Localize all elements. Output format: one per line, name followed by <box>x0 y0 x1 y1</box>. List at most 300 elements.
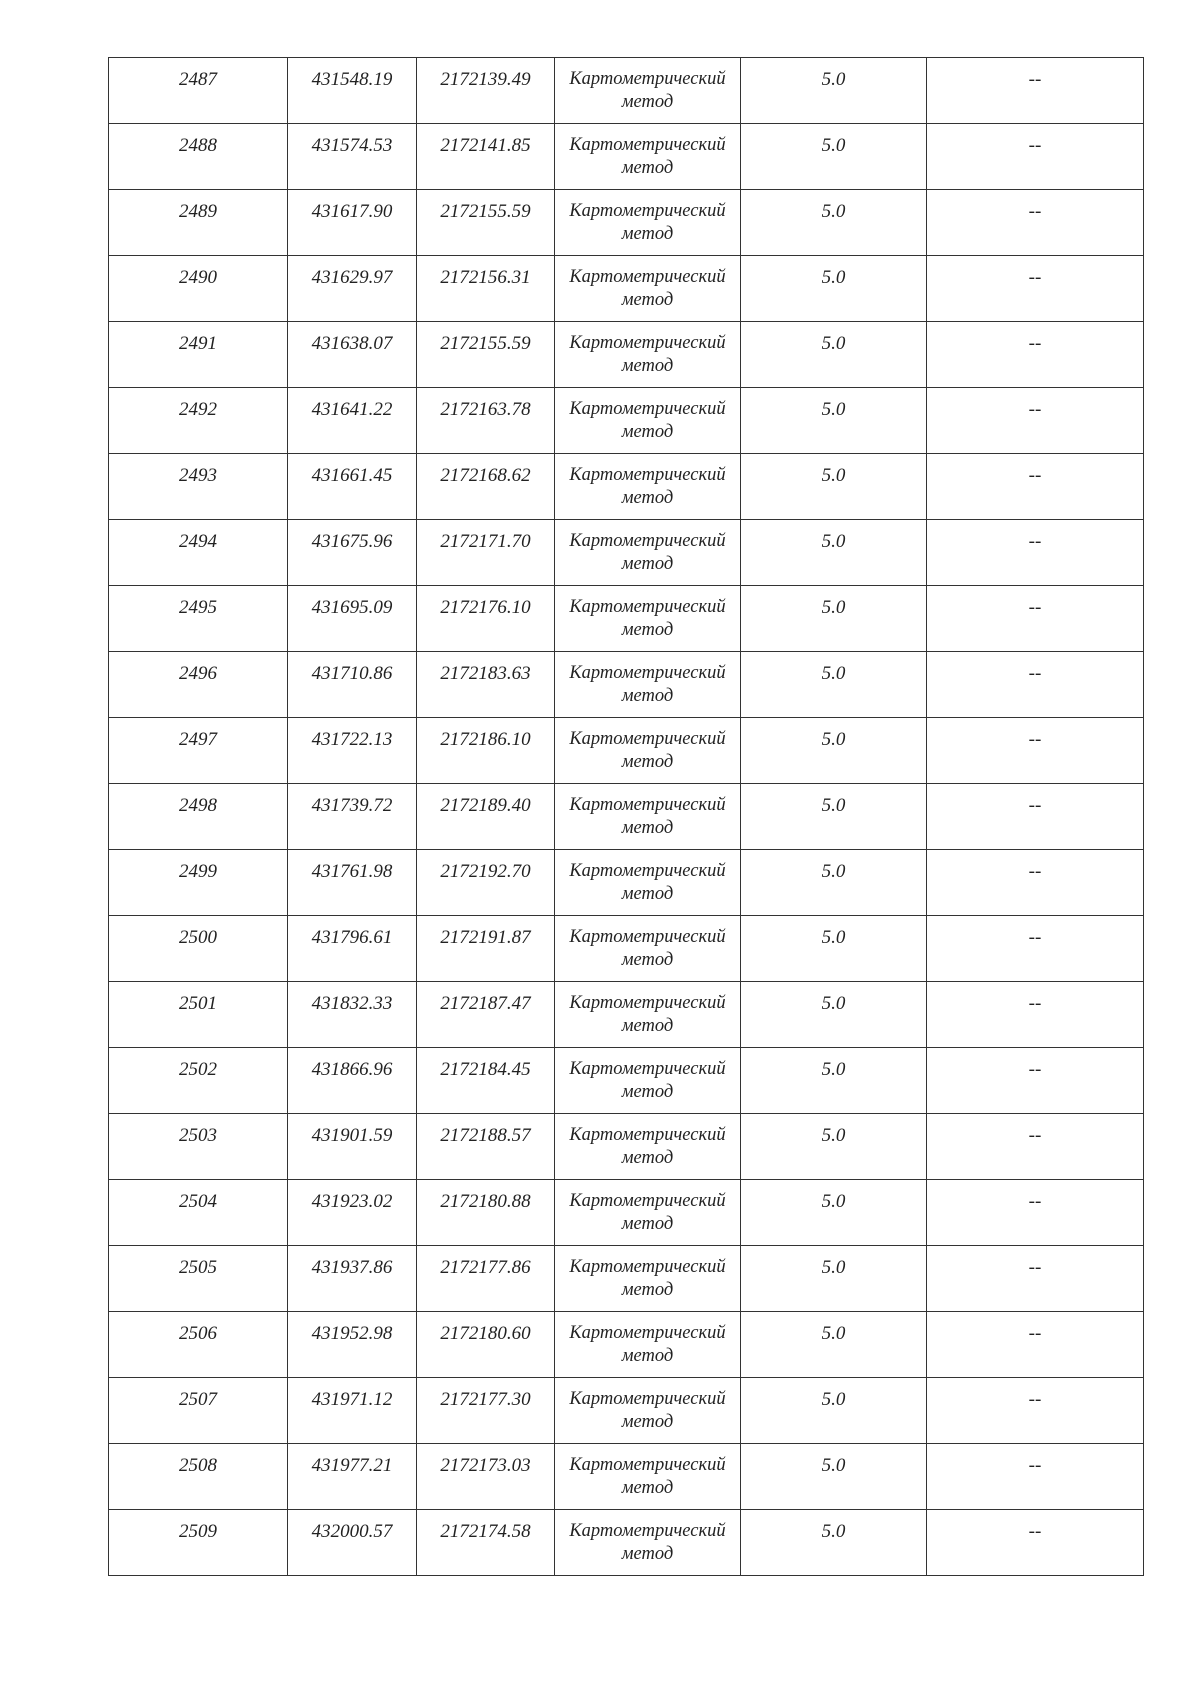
table-row <box>109 190 1144 256</box>
method-line-1: Картометрический <box>569 465 726 485</box>
method-line-2: метод <box>621 1346 674 1366</box>
x-coordinate-cell <box>288 586 417 652</box>
y-coordinate-cell <box>417 322 555 388</box>
note-value: -- <box>1028 267 1042 288</box>
accuracy-value: 5.0 <box>821 1389 846 1410</box>
x-coordinate-cell <box>288 982 417 1048</box>
point-number-cell <box>109 652 288 718</box>
table-row <box>109 322 1144 388</box>
method-line-2: метод <box>621 752 674 772</box>
point-number-cell <box>109 58 288 124</box>
accuracy-value: 5.0 <box>821 531 846 552</box>
method-cell <box>555 454 741 520</box>
note-value: -- <box>1028 1191 1042 1212</box>
x-coordinate-cell <box>288 1378 417 1444</box>
y-coordinate-cell <box>417 58 555 124</box>
note-cell <box>927 1180 1144 1246</box>
table-row <box>109 718 1144 784</box>
method-line-1: Картометрический <box>569 267 726 287</box>
x-coordinate: 431574.53 <box>311 135 393 156</box>
x-coordinate-cell <box>288 1114 417 1180</box>
y-coordinate: 2172184.45 <box>440 1059 531 1080</box>
y-coordinate: 2172163.78 <box>440 399 531 420</box>
method-line-2: метод <box>621 686 674 706</box>
method-line-1: Картометрический <box>569 663 726 683</box>
x-coordinate-cell <box>288 652 417 718</box>
x-coordinate-cell <box>288 1510 417 1576</box>
method-line-1: Картометрический <box>569 927 726 947</box>
method-line-1: Картометрический <box>569 333 726 353</box>
point-number: 2504 <box>179 1191 217 1212</box>
note-value: -- <box>1028 135 1042 156</box>
accuracy-value: 5.0 <box>821 465 846 486</box>
point-number-cell <box>109 1444 288 1510</box>
method-line-1: Картометрический <box>569 1125 726 1145</box>
note-cell <box>927 322 1144 388</box>
method-cell <box>555 520 741 586</box>
table-row <box>109 388 1144 454</box>
table-row <box>109 982 1144 1048</box>
y-coordinate-cell <box>417 1114 555 1180</box>
x-coordinate: 431832.33 <box>311 993 393 1014</box>
x-coordinate: 431901.59 <box>311 1125 393 1146</box>
method-line-2: метод <box>621 884 674 904</box>
method-cell <box>555 1246 741 1312</box>
x-coordinate: 431675.96 <box>311 531 393 552</box>
y-coordinate: 2172141.85 <box>440 135 531 156</box>
accuracy-cell <box>741 1312 927 1378</box>
x-coordinate: 431796.61 <box>311 927 393 948</box>
point-number: 2498 <box>179 795 217 816</box>
note-cell <box>927 1510 1144 1576</box>
x-coordinate: 431866.96 <box>311 1059 393 1080</box>
y-coordinate: 2172168.62 <box>440 465 531 486</box>
table-row <box>109 1246 1144 1312</box>
note-value: -- <box>1028 69 1042 90</box>
accuracy-value: 5.0 <box>821 729 846 750</box>
table-row <box>109 1510 1144 1576</box>
accuracy-value: 5.0 <box>821 663 846 684</box>
y-coordinate: 2172186.10 <box>440 729 531 750</box>
y-coordinate-cell <box>417 1510 555 1576</box>
note-cell <box>927 982 1144 1048</box>
method-line-1: Картометрический <box>569 861 726 881</box>
method-cell <box>555 718 741 784</box>
method-cell <box>555 388 741 454</box>
accuracy-cell <box>741 1180 927 1246</box>
method-line-2: метод <box>621 1082 674 1102</box>
coordinates-table <box>108 57 1144 1576</box>
x-coordinate-cell <box>288 454 417 520</box>
note-cell <box>927 586 1144 652</box>
method-cell <box>555 1444 741 1510</box>
note-value: -- <box>1028 1257 1042 1278</box>
point-number-cell <box>109 1378 288 1444</box>
x-coordinate: 431617.90 <box>311 201 393 222</box>
accuracy-cell <box>741 190 927 256</box>
method-cell <box>555 850 741 916</box>
x-coordinate-cell <box>288 1312 417 1378</box>
note-cell <box>927 1246 1144 1312</box>
x-coordinate: 431923.02 <box>311 1191 393 1212</box>
point-number: 2506 <box>179 1323 217 1344</box>
method-line-2: метод <box>621 1016 674 1036</box>
note-cell <box>927 1444 1144 1510</box>
method-line-1: Картометрический <box>569 135 726 155</box>
y-coordinate: 2172139.49 <box>440 69 531 90</box>
accuracy-cell <box>741 784 927 850</box>
point-number: 2490 <box>179 267 217 288</box>
y-coordinate: 2172176.10 <box>440 597 531 618</box>
x-coordinate: 431548.19 <box>311 69 393 90</box>
note-value: -- <box>1028 1389 1042 1410</box>
note-value: -- <box>1028 1455 1042 1476</box>
y-coordinate: 2172155.59 <box>440 201 531 222</box>
table-row <box>109 1180 1144 1246</box>
point-number: 2501 <box>179 993 217 1014</box>
method-line-1: Картометрический <box>569 1257 726 1277</box>
point-number: 2503 <box>179 1125 217 1146</box>
point-number-cell <box>109 388 288 454</box>
method-line-1: Картометрический <box>569 795 726 815</box>
accuracy-cell <box>741 916 927 982</box>
method-line-2: метод <box>621 1412 674 1432</box>
method-line-2: метод <box>621 290 674 310</box>
accuracy-value: 5.0 <box>821 597 846 618</box>
note-cell <box>927 916 1144 982</box>
method-line-1: Картометрический <box>569 201 726 221</box>
point-number: 2507 <box>179 1389 217 1410</box>
method-cell <box>555 256 741 322</box>
accuracy-cell <box>741 982 927 1048</box>
x-coordinate: 431661.45 <box>311 465 393 486</box>
point-number: 2493 <box>179 465 217 486</box>
point-number-cell <box>109 916 288 982</box>
note-value: -- <box>1028 1125 1042 1146</box>
note-cell <box>927 58 1144 124</box>
y-coordinate-cell <box>417 1246 555 1312</box>
note-cell <box>927 850 1144 916</box>
note-value: -- <box>1028 927 1042 948</box>
y-coordinate: 2172177.30 <box>440 1389 531 1410</box>
method-cell <box>555 1378 741 1444</box>
table-row <box>109 586 1144 652</box>
y-coordinate: 2172191.87 <box>440 927 531 948</box>
method-line-1: Картометрический <box>569 531 726 551</box>
point-number-cell <box>109 124 288 190</box>
table-row <box>109 1114 1144 1180</box>
accuracy-cell <box>741 1510 927 1576</box>
note-cell <box>927 1312 1144 1378</box>
note-value: -- <box>1028 531 1042 552</box>
accuracy-cell <box>741 850 927 916</box>
accuracy-cell <box>741 256 927 322</box>
table-row <box>109 256 1144 322</box>
point-number: 2488 <box>179 135 217 156</box>
accuracy-cell <box>741 718 927 784</box>
x-coordinate: 431977.21 <box>311 1455 393 1476</box>
point-number-cell <box>109 1180 288 1246</box>
y-coordinate: 2172183.63 <box>440 663 531 684</box>
method-line-2: метод <box>621 422 674 442</box>
y-coordinate-cell <box>417 586 555 652</box>
method-line-2: метод <box>621 1478 674 1498</box>
method-line-1: Картометрический <box>569 399 726 419</box>
y-coordinate-cell <box>417 1180 555 1246</box>
x-coordinate: 431629.97 <box>311 267 393 288</box>
accuracy-value: 5.0 <box>821 1323 846 1344</box>
accuracy-value: 5.0 <box>821 1125 846 1146</box>
y-coordinate: 2172180.60 <box>440 1323 531 1344</box>
x-coordinate-cell <box>288 850 417 916</box>
y-coordinate: 2172187.47 <box>440 993 531 1014</box>
method-cell <box>555 124 741 190</box>
note-value: -- <box>1028 993 1042 1014</box>
y-coordinate: 2172174.58 <box>440 1521 531 1542</box>
accuracy-cell <box>741 322 927 388</box>
note-value: -- <box>1028 201 1042 222</box>
x-coordinate-cell <box>288 520 417 586</box>
method-line-1: Картометрический <box>569 729 726 749</box>
note-cell <box>927 1048 1144 1114</box>
y-coordinate: 2172171.70 <box>440 531 531 552</box>
method-cell <box>555 1180 741 1246</box>
note-value: -- <box>1028 1323 1042 1344</box>
y-coordinate-cell <box>417 652 555 718</box>
point-number: 2494 <box>179 531 217 552</box>
x-coordinate: 431952.98 <box>311 1323 393 1344</box>
method-line-2: метод <box>621 1148 674 1168</box>
point-number-cell <box>109 454 288 520</box>
accuracy-cell <box>741 1378 927 1444</box>
x-coordinate: 431937.86 <box>311 1257 393 1278</box>
point-number: 2487 <box>179 69 217 90</box>
note-cell <box>927 190 1144 256</box>
point-number-cell <box>109 1114 288 1180</box>
point-number-cell <box>109 1510 288 1576</box>
note-cell <box>927 454 1144 520</box>
note-value: -- <box>1028 333 1042 354</box>
method-line-1: Картометрический <box>569 1323 726 1343</box>
y-coordinate: 2172180.88 <box>440 1191 531 1212</box>
y-coordinate-cell <box>417 256 555 322</box>
method-line-1: Картометрический <box>569 1389 726 1409</box>
accuracy-cell <box>741 586 927 652</box>
table-row <box>109 850 1144 916</box>
table-row <box>109 1048 1144 1114</box>
method-cell <box>555 1048 741 1114</box>
x-coordinate-cell <box>288 322 417 388</box>
y-coordinate-cell <box>417 520 555 586</box>
point-number-cell <box>109 1048 288 1114</box>
method-cell <box>555 784 741 850</box>
point-number-cell <box>109 322 288 388</box>
point-number-cell <box>109 256 288 322</box>
method-line-2: метод <box>621 158 674 178</box>
accuracy-cell <box>741 652 927 718</box>
y-coordinate-cell <box>417 388 555 454</box>
accuracy-value: 5.0 <box>821 267 846 288</box>
accuracy-cell <box>741 124 927 190</box>
method-line-2: метод <box>621 224 674 244</box>
method-cell <box>555 1312 741 1378</box>
method-cell <box>555 586 741 652</box>
accuracy-value: 5.0 <box>821 135 846 156</box>
table-row <box>109 652 1144 718</box>
x-coordinate-cell <box>288 190 417 256</box>
point-number: 2497 <box>179 729 217 750</box>
method-line-2: метод <box>621 950 674 970</box>
y-coordinate-cell <box>417 784 555 850</box>
note-value: -- <box>1028 1521 1042 1542</box>
method-cell <box>555 916 741 982</box>
x-coordinate: 431638.07 <box>311 333 393 354</box>
accuracy-value: 5.0 <box>821 927 846 948</box>
method-line-2: метод <box>621 1214 674 1234</box>
y-coordinate: 2172173.03 <box>440 1455 531 1476</box>
point-number: 2496 <box>179 663 217 684</box>
table-row <box>109 1444 1144 1510</box>
note-cell <box>927 718 1144 784</box>
accuracy-value: 5.0 <box>821 993 846 1014</box>
table-row <box>109 1312 1144 1378</box>
note-cell <box>927 784 1144 850</box>
y-coordinate: 2172155.59 <box>440 333 531 354</box>
table-row <box>109 58 1144 124</box>
x-coordinate: 431971.12 <box>311 1389 393 1410</box>
y-coordinate-cell <box>417 916 555 982</box>
method-cell <box>555 1114 741 1180</box>
table-row <box>109 124 1144 190</box>
note-cell <box>927 652 1144 718</box>
x-coordinate-cell <box>288 718 417 784</box>
accuracy-cell <box>741 1048 927 1114</box>
accuracy-cell <box>741 1114 927 1180</box>
x-coordinate-cell <box>288 256 417 322</box>
accuracy-value: 5.0 <box>821 333 846 354</box>
x-coordinate-cell <box>288 388 417 454</box>
method-cell <box>555 190 741 256</box>
x-coordinate-cell <box>288 1246 417 1312</box>
method-line-2: метод <box>621 488 674 508</box>
y-coordinate-cell <box>417 1444 555 1510</box>
table-row <box>109 784 1144 850</box>
x-coordinate-cell <box>288 916 417 982</box>
note-value: -- <box>1028 795 1042 816</box>
point-number: 2491 <box>179 333 217 354</box>
y-coordinate-cell <box>417 850 555 916</box>
table-row <box>109 454 1144 520</box>
method-line-2: метод <box>621 356 674 376</box>
point-number: 2499 <box>179 861 217 882</box>
accuracy-value: 5.0 <box>821 1059 846 1080</box>
point-number-cell <box>109 520 288 586</box>
accuracy-cell <box>741 520 927 586</box>
note-cell <box>927 1114 1144 1180</box>
point-number-cell <box>109 718 288 784</box>
table-row <box>109 1378 1144 1444</box>
point-number-cell <box>109 784 288 850</box>
note-value: -- <box>1028 597 1042 618</box>
note-cell <box>927 256 1144 322</box>
table-row <box>109 520 1144 586</box>
point-number-cell <box>109 190 288 256</box>
point-number: 2495 <box>179 597 217 618</box>
accuracy-value: 5.0 <box>821 399 846 420</box>
table-row <box>109 916 1144 982</box>
y-coordinate-cell <box>417 982 555 1048</box>
note-value: -- <box>1028 729 1042 750</box>
method-line-2: метод <box>621 1544 674 1564</box>
note-value: -- <box>1028 1059 1042 1080</box>
y-coordinate-cell <box>417 1312 555 1378</box>
x-coordinate-cell <box>288 58 417 124</box>
x-coordinate: 431722.13 <box>311 729 393 750</box>
x-coordinate-cell <box>288 1180 417 1246</box>
point-number-cell <box>109 1312 288 1378</box>
point-number-cell <box>109 1246 288 1312</box>
y-coordinate-cell <box>417 1378 555 1444</box>
point-number: 2505 <box>179 1257 217 1278</box>
method-cell <box>555 58 741 124</box>
method-line-1: Картометрический <box>569 1191 726 1211</box>
note-value: -- <box>1028 465 1042 486</box>
x-coordinate: 432000.57 <box>311 1521 393 1542</box>
accuracy-value: 5.0 <box>821 201 846 222</box>
y-coordinate: 2172189.40 <box>440 795 531 816</box>
accuracy-cell <box>741 388 927 454</box>
coordinates-table-body <box>109 58 1144 1576</box>
point-number: 2509 <box>179 1521 217 1542</box>
note-value: -- <box>1028 663 1042 684</box>
x-coordinate: 431739.72 <box>311 795 393 816</box>
accuracy-value: 5.0 <box>821 1257 846 1278</box>
accuracy-value: 5.0 <box>821 1521 846 1542</box>
point-number: 2502 <box>179 1059 217 1080</box>
method-line-1: Картометрический <box>569 1455 726 1475</box>
y-coordinate: 2172188.57 <box>440 1125 531 1146</box>
x-coordinate-cell <box>288 1048 417 1114</box>
x-coordinate-cell <box>288 1444 417 1510</box>
accuracy-cell <box>741 1246 927 1312</box>
x-coordinate-cell <box>288 124 417 190</box>
accuracy-value: 5.0 <box>821 1455 846 1476</box>
x-coordinate: 431761.98 <box>311 861 393 882</box>
point-number: 2500 <box>179 927 217 948</box>
y-coordinate: 2172192.70 <box>440 861 531 882</box>
x-coordinate: 431710.86 <box>311 663 393 684</box>
method-line-2: метод <box>621 554 674 574</box>
point-number-cell <box>109 586 288 652</box>
method-cell <box>555 652 741 718</box>
method-cell <box>555 982 741 1048</box>
method-cell <box>555 322 741 388</box>
note-cell <box>927 1378 1144 1444</box>
accuracy-value: 5.0 <box>821 69 846 90</box>
point-number: 2489 <box>179 201 217 222</box>
method-line-1: Картометрический <box>569 993 726 1013</box>
method-line-2: метод <box>621 818 674 838</box>
accuracy-cell <box>741 58 927 124</box>
y-coordinate-cell <box>417 190 555 256</box>
y-coordinate: 2172156.31 <box>440 267 531 288</box>
accuracy-value: 5.0 <box>821 861 846 882</box>
point-number: 2508 <box>179 1455 217 1476</box>
method-line-2: метод <box>621 620 674 640</box>
method-line-2: метод <box>621 1280 674 1300</box>
y-coordinate-cell <box>417 454 555 520</box>
x-coordinate: 431695.09 <box>311 597 393 618</box>
